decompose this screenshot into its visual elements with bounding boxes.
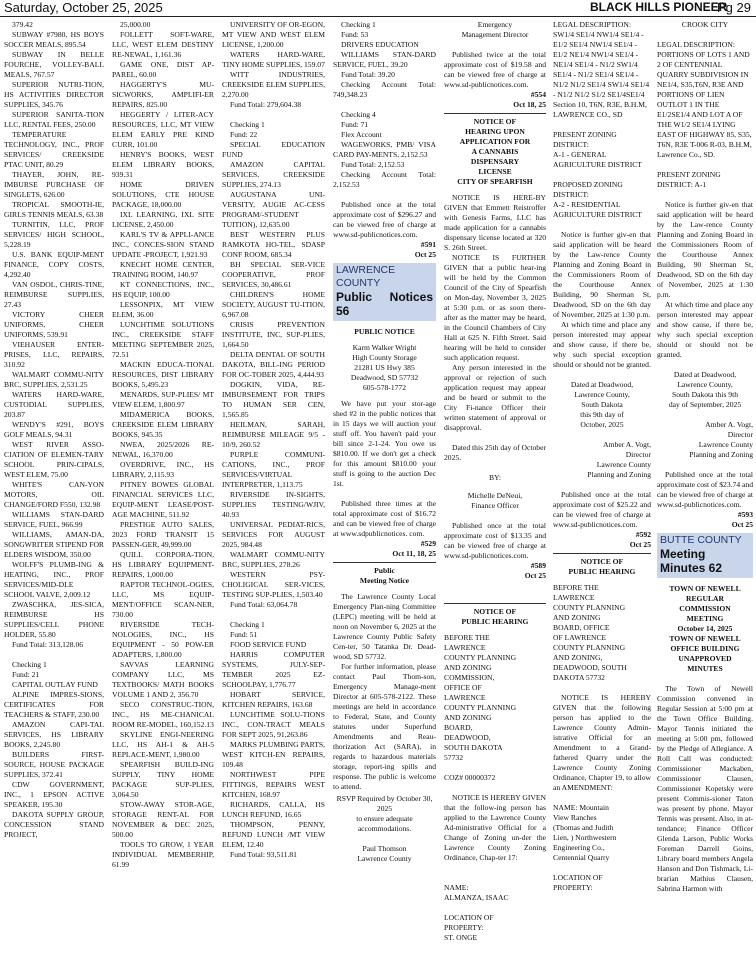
notice-heading: Public Meeting Notice xyxy=(359,566,410,585)
column-3 xyxy=(222,20,325,968)
publication-cost: Published once at the total approximate cost of $23.74 and can be viewed free of charge at www.sd-publicnotices.com. xyxy=(657,470,753,509)
notice-date: Oct 11, 18, 25 xyxy=(392,549,436,558)
legal-description: LEGAL DESCRIPTION: SW1/4 SE1/4 NW1/4 SE1/4 - E1/2 SE1/4 NW1/4 SE1/4 - E1/2 NE1/4 NW1/4 SE1/4 - NE1/4 SE1/4 - N1/2 SW1/4 SE1/4 - N1/2 SE1/4 SE1/4 - N1/2 N1/2 SE1/4 SW1/4 SE1/4 - N1/2 N1/2 S1/2 SE1/4SE1/4 Section 10, T6N, R3E, B.H.M, LAWRENCE CO., SD xyxy=(553,20,650,119)
listing-entry: PURPLE COMMUNI-CATIONS, INC., PROF SERVICES/VIRTUAL INTERPRETER, 1,113.75 xyxy=(222,450,325,489)
listing-entry: RICHARDS, CALLA, HS LUNCH REFUND, 16.65 xyxy=(222,800,325,819)
notice-number: #593 xyxy=(737,510,753,519)
notice-heading: NOTICE OF PUBLIC HEARING xyxy=(461,607,529,626)
listing-entry: WATERS HARD-WARE, TINY HOME SUPPLIES, 159.07 xyxy=(222,50,325,69)
notice-number: #554 xyxy=(530,90,546,99)
listing-entry: KARL'S TV & APPLI-ANCE INC., CONCES-SION STAND UPDATE -PROJECT, 1,921.93 xyxy=(112,230,214,259)
listing-entry: SECO CONSTRUC-TION, INC., HS ME-CHANICAL ROOM RE-MODEL, 160,152.13 xyxy=(112,700,214,729)
present-zoning: PRESENT ZONING DISTRICT: A-1 xyxy=(657,170,721,189)
notice-body: Notice is further giv-en that said application will be heard by the Law-rence County Planning and Zoning Board in the Commissioners Room of the Courthouse Annex Building, 90 Sherman St, Deadwood, SD on the 6th day of November, 2025 at 1:30 p.m. xyxy=(553,230,651,319)
listing-entry: WOLFF'S PLUMB-ING & HEATING, INC., PROF SERVICES/MID-DLE SCHOOL VALVE, 2,009.12 xyxy=(4,560,104,599)
listing-entry: HARRIS COMPUTER SYSTEMS, JULY-SEP-TEMBER 2025 EZ-SCHOOLPAY, 1,776.77 xyxy=(222,650,325,689)
listing-entry: Published once at the total approximate cost of $296.27 and can be viewed free of charge at www.sd-publicnotices.com. xyxy=(333,200,436,239)
legal-description: LEGAL DESCRIPTION: PORTIONS OF LOTS 1 AND 2 OF CENTENNIAL QUARRY SUBDIVISION IN NE1/4, S35,T6N, R3E AND PORTIONS OF LIEN OUTLOT 1 IN THE E1/2SE1/4 AND LOT A OF THE W1/2 SE1/4 LYING EAST OF HIGHWAY 85, S35, T6N, R3E T-006 R-03, B.H.M, Lawrence Co., SD. xyxy=(657,40,752,159)
listing-entry: Fund: 51 xyxy=(230,630,258,639)
notice-heading: NOTICE OF HEARING UPON APPLICATION FOR A CANNABIS DISPENSARY LICENSE CITY OF SPEARFISH xyxy=(457,117,533,186)
listing-entry: WEST RIVER ASSO-CIATION OF ELEMEN-TARY SCHOOL PRIN-CIPALS, WEST ELEM, 75.00 xyxy=(4,440,104,479)
page-header xyxy=(0,0,756,17)
listing-entry: VAN OSDOL, CHRIS-TINE, REIMBURSE SUPPLIES, 27.43 xyxy=(4,280,104,309)
listing-entry: AMAZON CAPI-TAL SERVICES, HS LIBRARY BOOKS, 2,245.80 xyxy=(4,720,104,749)
dated-line: Dated at Deadwood, Lawrence County, South Dakota this 9th day of October, 2025 xyxy=(570,380,634,429)
newspaper-name: BLACK HILLS PIONEER xyxy=(590,0,728,14)
notice-address: Karm Walker Wright High County Storage 21281 US Hwy 385 Deadwood, SD 57732 605-578-1772 xyxy=(350,343,419,392)
listing-entry: LESSONPIX, MT VIEW ELEM, 36.00 xyxy=(112,300,214,319)
listing-entry: TROPICAL SMOOTH-IE, GIRLS TENNIS MEALS, 63.38 xyxy=(4,200,104,219)
signature: Paul Thomson Lawrence County xyxy=(357,844,412,863)
listing-entry: SUPERIOR NUTRI-TION, HS ACTIVITIES DIRECTOR SUPPLIES, 345.76 xyxy=(4,80,104,109)
listing-entry: HOME DRIVEN SOLUTIONS, CTE HOUSE PACKAGE, 18,000.00 xyxy=(112,180,214,209)
notice-body: Any person interested in the approval or rejection of such application request may appear and be heard or submit to the City Fi-nance Officer their written statement of approval or disapproval. xyxy=(444,363,546,432)
listing-entry: Checking Account Total: 2,152.53 xyxy=(333,170,436,189)
listing-entry: WESTERN PSY-CHOLIGICAL SER-VICES, TESTING SUP-PLIES, 1,503.40 xyxy=(222,570,325,599)
banner-subtitle: Public Notices 56 xyxy=(336,290,433,318)
notice-body: NOTICE IS HEREBY GIVEN that the follow-ing person has applied to the Lawrence County Ad-ministrative Official for a Change of Zoning un-der the Lawrence County Zoning Ordinance, Chap-ter 17: xyxy=(444,793,546,862)
listing-entry: FOLLETT SOFT-WARE, LLC, WEST ELEM DESTINY RE-NEWAL, 1,161.36 xyxy=(112,30,214,59)
listing-entry: VICTORY CHEER UNIFORMS, CHEER UNIFORMS, 539.91 xyxy=(4,310,104,339)
listing-entry: Fund Total: 39.20 xyxy=(341,70,395,79)
listing-entry: HENRY'S BOOKS, WEST ELEM LIBRARY BOOKS, 939.31 xyxy=(112,150,214,179)
rsvp-note: RSVP Required by October 30, 2025 to ensure adequate accommodations. xyxy=(336,794,433,833)
listing-entry: UNIVERSITY OF OR-EGON, MT VIEW AND WEST ELEM LICENSE, 1,200.00 xyxy=(222,20,325,49)
signature: Amber A. Vogt, Director Lawrence County Planning and Zoning xyxy=(587,440,651,479)
listing-entry: LUNCHTIME SOLUTIONS INC., CREEKSIDE STAFF MEETING SEPTEMBER 2025, 72.51 xyxy=(112,320,214,359)
listing-entry: HOBART SERVICE, KITCHEN REPAIRS, 163.68 xyxy=(222,690,325,709)
listing-entry: Checking 4 xyxy=(341,110,376,119)
by-line: BY: xyxy=(489,473,501,482)
signature: Michelle DeNeui, Finance Officer xyxy=(467,491,523,510)
present-zoning: PRESENT ZONING DISTRICT: A-1 - GENERAL AGRICULTURE DISTRICT xyxy=(553,130,642,169)
fund-listing-end xyxy=(333,20,436,240)
location-name: CROOK CITY xyxy=(681,20,729,29)
notice-number: #589 xyxy=(530,561,546,570)
listing-entry: WALMART COMMU-NITY BRC, SUPPLIES, 2,531.25 xyxy=(4,370,104,389)
listing-entry: CAPITAL OUTLAY FUND xyxy=(12,680,98,689)
listing-entry: Fund Total: 63,064.78 xyxy=(230,600,298,609)
listing-entry: KNECHT HOME CENTER, TRAINING ROOM, 140.97 xyxy=(112,260,214,279)
listing-entry: OVERDRIVE, INC., HS LIBRARY, 2,115.93 xyxy=(112,460,214,479)
notice-date: Oct 25 xyxy=(629,540,651,549)
notice-date: Oct 25 xyxy=(731,520,753,529)
property-location: LOCATION OF PROPERTY: ST. ONGE xyxy=(444,913,494,942)
listing-entry: CDW GOVERNMENT, INC., 1 EPSON ACTIVE SPEAKER, 195.30 xyxy=(4,780,104,809)
listing-entry: Checking 1 xyxy=(341,20,376,29)
column-7 xyxy=(657,20,753,968)
listing-entry: SUPERIOR SANITA-TION LLC, RENTAL FEES, 250.00 xyxy=(4,110,104,129)
listing-entry: RAPTOR TECHNOL-OGIES, LLC, MS EQUIP-MENT/OFFICE SCAN-NER, 730.00 xyxy=(112,580,214,619)
listing-entry: FOOD SERVICE FUND xyxy=(230,640,307,649)
dated-line: Dated this 25th day of October 2025. xyxy=(444,443,546,462)
listing-entry: WHITE'S CAN-YON MOTORS, OIL CHANGE/FORD F550, 132.98 xyxy=(4,480,104,509)
listing-entry: AUGUSTANA UNI-VERSITY, AUGIE AC-CESS PROGRAM/-STUDENT TUITION), 12,635.00 xyxy=(222,190,325,229)
listing-entry xyxy=(222,110,325,120)
listing-entry: SUBWAY #7980, HS BOYS SOCCER MEALS, 895.54 xyxy=(4,30,104,49)
listing-entry: THAYER, JOHN, RE-IMBURSE PURCHASE OF SINGLETS, 626.00 xyxy=(4,170,104,199)
listing-entry: AMAZON CAPITAL SERVICES, CREEKSIDE SUPPLIES, 274.13 xyxy=(222,160,325,189)
listing-entry: SPECIAL EDUCATION FUND xyxy=(222,140,325,159)
listing-entry: BH SPECIAL SER-VICE COOPERATIVE, PROF SERVICES, 30,486.61 xyxy=(222,260,325,289)
listing-entry xyxy=(333,100,436,110)
notice-body: NOTICE IS FURTHER GIVEN that a public hear-ing will be held by the Common Council of the City of Spearfish on Mon-day, November 3, 2025 at 5:30 p.m. or as soon there-after as the matter may be heard, in the Council Chambers of City Hall at 625 N. Fifth Street. Said hearing will be held to consider such application request. xyxy=(444,253,546,362)
minutes-body: The Town of Newell Commission convened in Regular Session at 5:00 pm at the Town Office Building. Mayor Tennis initiated the meeting at 5:00 pm, followed by the Pledge of Allegiance. A Roll Call was conducted: Commissioner Mackaben, Commissioner Clausen, Commissioner Kopetsky were present Commis-sioner Taton was present by phone. Mayor Tennis was present. Also, in at-tendance; Finance Officer Glenda Larson, Public Works Foreman Darrell Goins, Library board members Angela Hanson and Don Tishmack, Li-brarian Mathius Clausen, Sabrina Harmon with xyxy=(657,684,753,893)
listing-entry: HEILMAN, SARAH, REIMBURSE MILEAGE 9/5 - 10/9, 260.52 xyxy=(222,420,325,449)
listing-entry: RIVERSIDE IN-SIGHTS, SUPPLIES TESTING/WJIV, 40.93 xyxy=(222,490,325,519)
listing-entry: Checking 1 xyxy=(12,660,47,669)
notice-heading: NOTICE OF PUBLIC HEARING xyxy=(568,557,636,576)
listing-entry: NWEA, 2025/2026 RE-NEWAL, 16,370.00 xyxy=(112,440,214,459)
notice-body: At which time and place any person interested may appear and show cause, if there be, why such special exception should or should not be granted. xyxy=(553,320,651,369)
dated-line: Dated at Deadwood, Lawrence County, South Dakota this 9th day of September, 2025 xyxy=(668,370,742,409)
listing-entry: MACKIN EDUCA-TIONAL RESOURCES, DIST LIBRARY BOOKS, 5,495.23 xyxy=(112,360,214,389)
listing-entry: MARKS PLUMBING PARTS, WEST KITCH-EN REPAIRS, 109.48 xyxy=(222,740,325,769)
listing-entry: DELTA DENTAL OF SOUTH DAKOTA, BILL-ING PERIOD FOR OC-TOBER 2025, 4,444.93 xyxy=(222,350,325,379)
listing-entry: IXL LEARNING, IXL SITE LICENSE, 2,450.00 xyxy=(112,210,214,229)
listing-entry: TEMPERATURE TECHNOLOGY, INC., PROF SERVICES/ CREEKSIDE PTAC UNIT, 80.29 xyxy=(4,130,104,169)
listing-entry: WALMART COMMU-NITY BRC, SUPPLIES, 278.26 xyxy=(222,550,325,569)
signature-title: Emergency Management Director xyxy=(461,20,529,39)
zoning-notice xyxy=(444,600,546,968)
listing-entry: Checking Account Total: 749,348.23 xyxy=(333,80,436,99)
publication-cost: Published once at the total approximate cost of $13.35 and can be viewed free of charge at www.sd-publicnotices.com. xyxy=(444,521,546,560)
listing-entry: Fund Total: 2,152.53 xyxy=(341,160,405,169)
listing-entry: ALPINE IMPRES-SIONS, CERTIFICATES FOR TEACHERS & STAFF, 230.00 xyxy=(4,690,104,719)
listing-entry: Fund: 22 xyxy=(230,130,258,139)
listing-entry: Flex Account xyxy=(341,130,382,139)
listing-entry: 379.42 xyxy=(12,20,33,29)
listing-entry: Fund: 71 xyxy=(341,120,369,129)
applicant-name: NAME: ALMANZA, ISAAC xyxy=(444,883,509,902)
notice-body: For further information, please contact Paul Thom-son, Emergency Manage-ment Director at 605-578-2122. These meetings are held in accordance to Federal, State, and County statutes under Superfund Amendments and Reau-thorization Act (SARA), in regards to hazardous materials storage, report-ing spills and response. The public is welcome to attend. xyxy=(333,662,436,791)
listing-entry: NORTHWEST PIPE FITTINGS, REPAIRS WEST KITCHEN, 168.97 xyxy=(222,770,325,799)
listing-entry: STOW-AWAY STOR-AGE, STORAGE RENT-AL FOR NOVEMBER & DEC 2025, 500.00 xyxy=(112,800,214,839)
publication-cost: Published twice at the total approximate cost of $19.58 and can be viewed free of charge at www.sd-publicnotices.com. xyxy=(444,50,546,89)
notice-number: #529 xyxy=(420,539,436,548)
listing-entry: Fund Total: 313,128.06 xyxy=(12,640,84,649)
notice-heading: PUBLIC NOTICE xyxy=(354,327,415,336)
listing-entry: PITNEY BOWES GLOBAL FINANCIAL SERVICES LLC, EQUIP-MENT LEASE/POST-AGE MACHINE, 511.92 xyxy=(112,480,214,519)
listing-entry: U.S. BANK EQUIP-MENT FINANCE, COPY COSTS, 4,292.40 xyxy=(4,250,104,279)
listing-entry: SAVVAS LEARNING COMPANY LLC, MS TEXTBOOKS/ MATH BOOKS VOLUME 1 AND 2, 356.70 xyxy=(112,660,214,699)
listing-entry: VIEHAUSER ENTER-PRISES, LLC, REPAIRS, 310.92 xyxy=(4,340,104,369)
listing-entry: Fund: 53 xyxy=(341,30,369,39)
listing-entry: Fund Total: 279,604.38 xyxy=(230,100,302,109)
page-number: Pg 29 xyxy=(717,0,751,15)
listing-entry: WENDY'S #291, BOYS GOLF MEALS, 94.31 xyxy=(4,420,104,439)
notice-body: NOTICE IS HERE-BY GIVEN that Emmett Reistroffer with Genesis Farms, LLC has made application for a cannabis dispensary license located at 320 S. 26th Street. xyxy=(444,193,546,252)
notice-before: BEFORE THE LAWRENCE COUNTY PLANNING AND ZONING COMMISSION, OFFICE OF LAWRENCE COUNTY PLANNING AND ZONING BOARD, DEADWOOD, SOUTH DAKOTA 57732 xyxy=(444,633,517,762)
listing-entry: RIVERSIDE TECH-NOLOGIES, INC., HS EQUIPMENT - 50 POW-ER ADAPTERS, 1,800.00 xyxy=(112,620,214,659)
applicant-name: NAME: Mountain View Ranches (Thomas and Judith Lien, ) Northwestern Engineering Co., Centennial Quarry xyxy=(553,803,617,862)
listing-entry: WILLIAMS STAN-DARD SERVICE, FUEL, 39.20 xyxy=(333,50,436,69)
listing-entry: PRESTIGE AUTO SALES, 2023 FORD TRANSIT 15 PASSEN-GER, 49,999.00 xyxy=(112,520,214,549)
listing-entry: ZWASCHKA, JES-SICA, REIMBURSE HS SUPPLIES/CELL PHONE HOLDER, 55.80 xyxy=(4,600,104,639)
listing-entry: QUILL CORPORA-TION, HS LIBRARY EQUIPMENT-REPAIRS, 1,000.00 xyxy=(112,550,214,579)
listing-entry xyxy=(333,190,436,200)
notice-body: At which time and place any person interested may appear and show cause, if there be, why such special exception should or should not be granted. xyxy=(657,300,753,359)
listing-entry: TURNITIN, LLC, PROF SERVICES/ HIGH SCHOOL, 5,228.19 xyxy=(4,220,104,249)
banner-title: LAWRENCE COUNTY xyxy=(336,264,396,289)
column-2 xyxy=(112,20,214,968)
coz-number: COZ# 00000372 xyxy=(444,773,496,782)
listing-entry: SUBWAY IN BELLE FOURCHE, VOLLEY-BALL MEALS, 767.57 xyxy=(4,50,104,79)
banner-subtitle: Meeting Minutes 62 xyxy=(660,547,723,575)
publication-cost: Published once at the total approximate cost of $25.22 and can be viewed free of charge at www.sd-publicnotices.com. xyxy=(553,490,651,529)
notice-date: Oct 18, 25 xyxy=(513,100,546,109)
divider xyxy=(333,562,436,563)
property-location: LOCATION OF PROPERTY: xyxy=(553,873,603,892)
listing-entry: BUILDERS FIRST-SOURCE, HOUSE PACKAGE SUPPLIES, 372.41 xyxy=(4,750,104,779)
listing-entry: HAGGERTY'S MU-SICWORKS, AMPLIFI-ER REPAIRS, 825.00 xyxy=(112,80,214,109)
listing-entry: CRISIS PREVENTION INSTITUTE, INC, SUP-PLIES, 1,664.50 xyxy=(222,320,325,349)
section-banner-butte xyxy=(657,533,753,578)
listing-entry: THOMPSON, PENNY, REFUND LUNCH /MT VIEW ELEM, 12.40 xyxy=(222,820,325,849)
listing-entry: 25,000.00 xyxy=(120,20,151,29)
column-4 xyxy=(333,20,436,968)
issue-date: Saturday, October 25, 2025 xyxy=(4,0,163,15)
listing-entry: WATERS HARD-WARE, CUSTODIAL SUPPLIES, 203.87 xyxy=(4,390,104,419)
listing-entry: Fund Total: 93,511.81 xyxy=(230,850,297,859)
notice-body: The Lawrence County Local Emergency Plan-ning Committee (LEPC) meeting will be held at noon on November 6, 2025 at the Lawrence County Public Safety Cen-ter, 50 Tatanka Dr. Dead-wood, SD 57732. xyxy=(333,592,436,661)
listing-entry: KT CONNECTIONS, INC., HS EQUIP, 100.00 xyxy=(112,280,214,299)
listing-entry: WITT INDUSTRIES, CREEKSIDE ELEM SUPPLIES, 2,270.00 xyxy=(222,70,325,99)
divider xyxy=(444,603,546,604)
listing-entry: GAME ONE, DIST AP-PAREL, 60.00 xyxy=(112,60,214,79)
column-6 xyxy=(553,20,651,968)
notice-body: NOTICE IS HEREBY GIVEN that the following person has applied to the Lawrence County Admin-istrative Official for an Amendment to a Grand-fathered Quarry under the Lawrence County Zoning Ordinance, Chapter 19, to allow an AMENDMENT: xyxy=(553,693,651,792)
listing-entry: WILLIAMS, AMAN-DA, SONGWRITER STIPEND FOR ELDERS WISDOM, 350.00 xyxy=(4,530,104,559)
proposed-zoning: PROPOSED ZONING DISTRICT: A-2 - RESIDENTIAL AGRICULTURE DISTRICT xyxy=(553,180,642,219)
listing-entry: WAGEWORKS, PMB/ VISA CARD PAY-MENTS, 2,152.53 xyxy=(333,140,436,159)
notice-number: #592 xyxy=(635,530,651,539)
listing-entry: Checking 1 xyxy=(230,120,265,129)
notice-number: #591 xyxy=(420,240,436,249)
notice-date: Oct 25 xyxy=(524,571,546,580)
notice-date: Oct 25 xyxy=(414,250,436,259)
listing-entry: CHILDREN'S HOME SOCIETY, AUGUST TU-ITION, 6,967.08 xyxy=(222,290,325,319)
listing-entry: DOGKIN, VIDA, RE-IMBURSEMENT FOR TRIPS TO HUMAN SER CEN, 1,565.85 xyxy=(222,380,325,419)
listing-entry: TOOLS TO GROW, 1 YEAR INDIVIDUAL MEMBERHIP, 61.99 xyxy=(112,840,214,869)
notice-before: BEFORE THE LAWRENCE COUNTY PLANNING AND ZONING BOARD, OFFICE OF LAWRENCE COUNTY PLANNING AND ZONING, DEADWOOD, SOUTH DAKOTA 57732 xyxy=(553,583,627,682)
publication-cost: Published three times at the total approximate cost of $16.72 and can be viewed free of charge at www.sdpublicnotices. com. xyxy=(333,499,436,538)
listing-entry xyxy=(4,650,104,660)
listing-entry: DRIVERS EDUCATION xyxy=(341,40,419,49)
section-banner-lawrence xyxy=(333,263,436,321)
listing-entry: MIDAMERICA BOOKS, CREEKSIDE ELEM LIBRARY BOOKS, 945.35 xyxy=(112,410,214,439)
column-1 xyxy=(4,20,104,968)
listing-entry: MENARDS, SUP-PLIES/ MT VIEW ELEM, 1,800.97 xyxy=(112,390,214,409)
listing-entry: Checking 1 xyxy=(230,620,265,629)
banner-title: BUTTE COUNTY xyxy=(660,534,742,546)
notice-heading: TOWN OF NEWELL REGULAR COMMISSION MEETING October 14, 2025 TOWN OF NEWELL OFFICE BUILDING UNAPPROVED MINUTES xyxy=(669,584,741,673)
listing-entry: BEST WESTERN PLUS RAMKOTA HO-TEL, SDASP CONF ROOM, 685.34 xyxy=(222,230,325,259)
listing-entry: SKYLINE ENGI-NEERING LLC, HS AH-1 & AH-5 REPLACE-MENT, 1,980.00 xyxy=(112,730,214,759)
listing-entry: Fund: 21 xyxy=(12,670,40,679)
listing-entry: LUNCHTIME SOLU-TIONS INC., CON-TRACT MEALS FOR SEPT 2025, 91,263.86 xyxy=(222,710,325,739)
listing-entry: HEGGERTY / LITER-ACY RESOURCES, LLC, MT VIEW ELEM EARLY PRE KIND CURR, 101.00 xyxy=(112,110,214,149)
listing-entry: WILLIAMS STAN-DARD SERVICE, FUEL, 966.99 xyxy=(4,510,104,529)
notice-body: We have put your stor-age shed #2 in the public notices that in 15 days we will auction your stuff off. You haven't paid your bill since 2-1-24. You owe us $810.00. If we don't get a check for this amount $810.00 your stuff is going to the auction Dec 1st. xyxy=(333,399,436,488)
listing-entry: DAKOTA SUPPLY GROUP, CONCESSION STAND PROJECT, xyxy=(4,810,104,839)
signature: Amber A. Vogt, Director Lawrence County Planning and Zoning xyxy=(689,420,753,459)
listing-entry: UNIVERSAL PEDIAT-RICS, SERVICES FOR AUGUST 2025, 984.48 xyxy=(222,520,325,549)
listing-entry: SPEARFISH BUILD-ING SUPPLY, TINY HOME PACKAGE SUP-PLIES, 3,064.50 xyxy=(112,760,214,799)
listing-entry xyxy=(222,610,325,620)
divider xyxy=(553,553,651,554)
divider xyxy=(444,113,546,114)
notice-body: Notice is further giv-en that said application will be heard by the Law-rence County Planning and Zoning Board in the Commissioners Room of the Courthouse Annex Building, 90 Sherman St, Deadwood, SD on the 6th day of November, 2025 at 1:30 p.m. xyxy=(657,200,753,299)
